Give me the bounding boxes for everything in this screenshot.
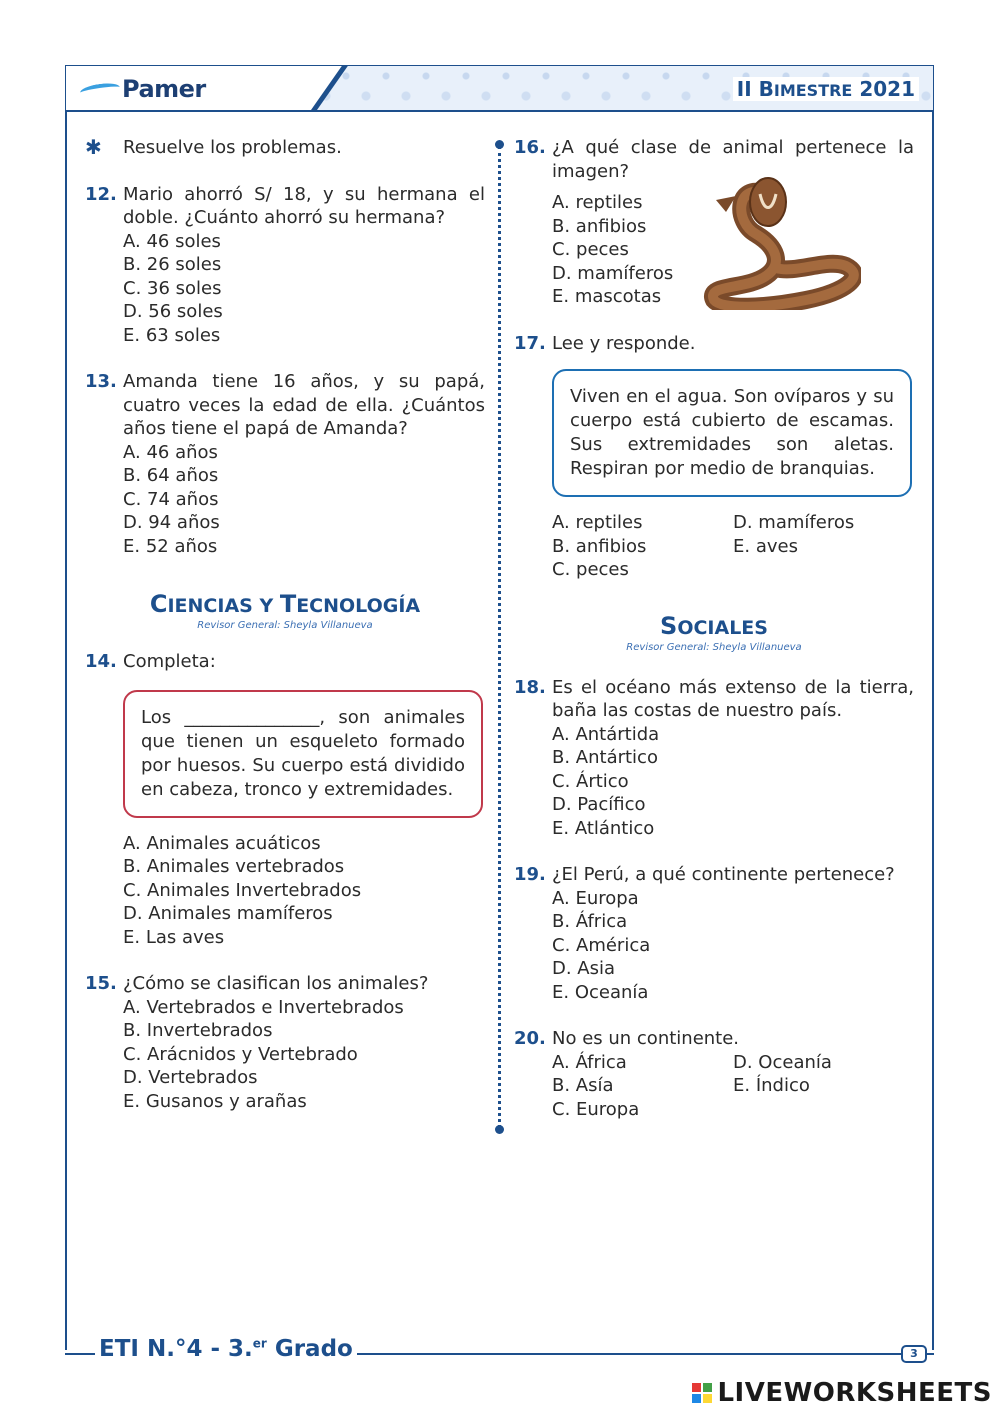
option-c[interactable]: C. Ártico [552,770,629,792]
question-text: Mario ahorró S/ 18, y su hermana el doble. ¿Cuánto ahorró su hermana? [123,183,485,228]
q12-options [85,230,485,348]
footer-line-left [65,1353,95,1355]
option-a[interactable]: A. Antártida [552,723,660,745]
asterisk-icon: ✱ [85,135,102,159]
column-divider [498,146,501,1128]
option-e[interactable]: E. Las aves [123,926,225,948]
question-text: ¿Cómo se clasifican los animales? [123,973,429,994]
snake-hood [750,178,786,226]
option-c[interactable]: C. América [552,934,651,956]
footer-title-end: Grado [266,1336,353,1362]
option-a[interactable]: A. Europa [552,887,639,909]
instruction [85,136,485,160]
question-number: 15. [85,973,117,994]
q15-options [85,996,485,1114]
ciencias-section-title [85,590,485,620]
q13-options [85,441,485,559]
icon-cell [691,1393,702,1404]
liveworksheets-watermark [691,1378,992,1408]
logo-text: Pamer [122,75,206,103]
icon-cell [702,1382,713,1393]
ciencias-reviewer: Revisor General: Sheyla Villanueva [197,620,373,631]
option-d[interactable]: D. mamíferos [733,512,855,533]
icon-cell [702,1393,713,1404]
question-17 [514,332,914,356]
option-c[interactable]: C. 36 soles [123,277,222,299]
option-b[interactable]: B. 26 soles [123,254,222,275]
q19-options [514,887,914,1005]
left-column [85,136,485,1113]
pamer-logo [80,75,206,103]
option-d[interactable]: D. Asia [552,958,616,979]
question-number: 14. [85,651,117,672]
option-b[interactable]: B. África [552,911,628,932]
q17-text-box [552,369,912,497]
option-a[interactable]: A. reptiles [552,512,643,533]
question-12 [85,183,485,230]
q18-options [514,723,914,841]
option-b[interactable]: B. anfibios [552,535,647,557]
title-part: S [660,611,678,640]
option-c[interactable]: C. 74 años [123,488,219,510]
option-c[interactable]: C. peces [552,239,629,260]
option-b[interactable]: B. Asía [552,1075,614,1096]
option-a[interactable]: A. reptiles [552,192,643,213]
q14-definition-box [123,690,483,818]
divider-top-dot [495,140,504,149]
question-number: 16. [514,137,546,158]
option-e[interactable]: E. Índico [733,1075,810,1096]
bimestre-prefix: II B [736,77,774,101]
option-c[interactable]: C. Europa [552,1098,640,1120]
option-d[interactable]: D. 94 años [123,512,220,533]
question-15 [85,972,485,996]
divider-bottom-dot [495,1125,504,1134]
option-a[interactable]: A. 46 soles [123,230,221,252]
option-e[interactable]: E. Gusanos y arañas [123,1090,307,1112]
title-part: IENCIAS Y [167,595,280,617]
bimestre-smallcaps: IMESTRE [773,81,853,100]
question-number: 13. [85,371,117,392]
question-text: Amanda tiene 16 años, y su papá, cuatro veces la edad de ella. ¿Cuántos años tiene el papá de Amanda? [123,371,485,439]
option-d[interactable]: D. Vertebrados [123,1067,258,1088]
option-b[interactable]: B. Animales vertebrados [123,856,345,877]
title-part: OCIALES [677,616,768,639]
question-number: 18. [514,676,546,698]
bimestre-label [733,77,919,101]
snake-illustration [696,172,861,310]
option-e[interactable]: E. 63 soles [123,324,221,346]
question-13 [85,370,485,441]
option-b[interactable]: B. 64 años [123,465,219,486]
instruction-text: Resuelve los problemas. [123,137,342,158]
question-18 [514,676,914,723]
option-e[interactable]: E. aves [733,535,798,557]
question-text: ¿A qué clase de animal pertenece la imagen? [552,137,914,182]
footer-line-right [343,1353,901,1355]
option-a[interactable]: A. 46 años [123,441,218,463]
footer-title-main: ETI N.°4 - 3. [99,1336,253,1362]
question-text: No es un continente. [552,1028,740,1049]
option-e[interactable]: E. 52 años [123,535,218,557]
bimestre-year: 2021 [859,77,915,101]
title-part: C [149,590,168,618]
option-b[interactable]: B. Antártico [552,747,658,768]
option-b[interactable]: B. Invertebrados [123,1020,273,1041]
question-number: 17. [514,332,546,354]
option-c[interactable]: C. Arácnidos y Vertebrado [123,1043,358,1065]
option-d[interactable]: D. 56 soles [123,301,223,322]
liveworksheets-icon [691,1382,713,1404]
page-footer [65,1336,934,1366]
option-a[interactable]: A. África [552,1051,627,1073]
question-text: Es el océano más extenso de la tierra, baña las costas de nuestro país. [552,676,914,721]
question-number: 20. [514,1028,546,1049]
question-19 [514,863,914,887]
q14-options [85,832,485,950]
liveworksheets-text: LIVEWORKSHEETS [717,1378,992,1408]
question-text: Lee y responde. [552,332,696,354]
option-b[interactable]: B. anfibios [552,215,647,237]
question-20 [514,1027,914,1051]
footer-line-end [927,1353,934,1355]
sociales-reviewer: Revisor General: Sheyla Villanueva [626,641,802,653]
question-text: Completa: [123,651,216,672]
title-part: ECNOLOGÍA [296,595,421,617]
pamer-swoosh-icon [80,82,120,96]
sociales-section-title [514,612,914,642]
question-text: ¿El Perú, a qué continente pertenece? [552,864,895,885]
option-e[interactable]: E. mascotas [552,286,662,307]
option-e[interactable]: E. Oceanía [552,981,649,1003]
option-c[interactable]: C. peces [552,559,629,580]
option-d[interactable]: D. Pacífico [552,794,646,815]
q17-options [514,511,914,582]
option-a[interactable]: A. Animales acuáticos [123,832,321,854]
icon-cell [691,1382,702,1393]
footer-title-sup: er [252,1336,267,1351]
question-14 [85,650,485,674]
question-number: 12. [85,183,117,205]
question-number: 19. [514,864,546,885]
page-header [66,66,933,112]
q20-options [514,1051,914,1122]
option-e[interactable]: E. Atlántico [552,817,655,839]
page-number: 3 [901,1345,927,1363]
option-c[interactable]: C. Animales Invertebrados [123,879,362,901]
footer-title [95,1336,357,1362]
option-d[interactable]: D. mamíferos [552,262,674,284]
option-d[interactable]: D. Animales mamíferos [123,903,333,924]
definition-text: Los _______________, son animales que tienen un esqueleto formado por huesos. Su cuerpo está dividido en cabeza, tronco y extremidades. [141,706,465,800]
title-part: T [279,590,297,618]
reading-text: Viven en el agua. Son ovíparos y su cuerpo está cubierto de escamas. Sus extremidades son aletas. Respiran por medio de branquias. [570,386,894,479]
option-d[interactable]: D. Oceanía [733,1051,832,1073]
option-a[interactable]: A. Vertebrados e Invertebrados [123,996,404,1018]
